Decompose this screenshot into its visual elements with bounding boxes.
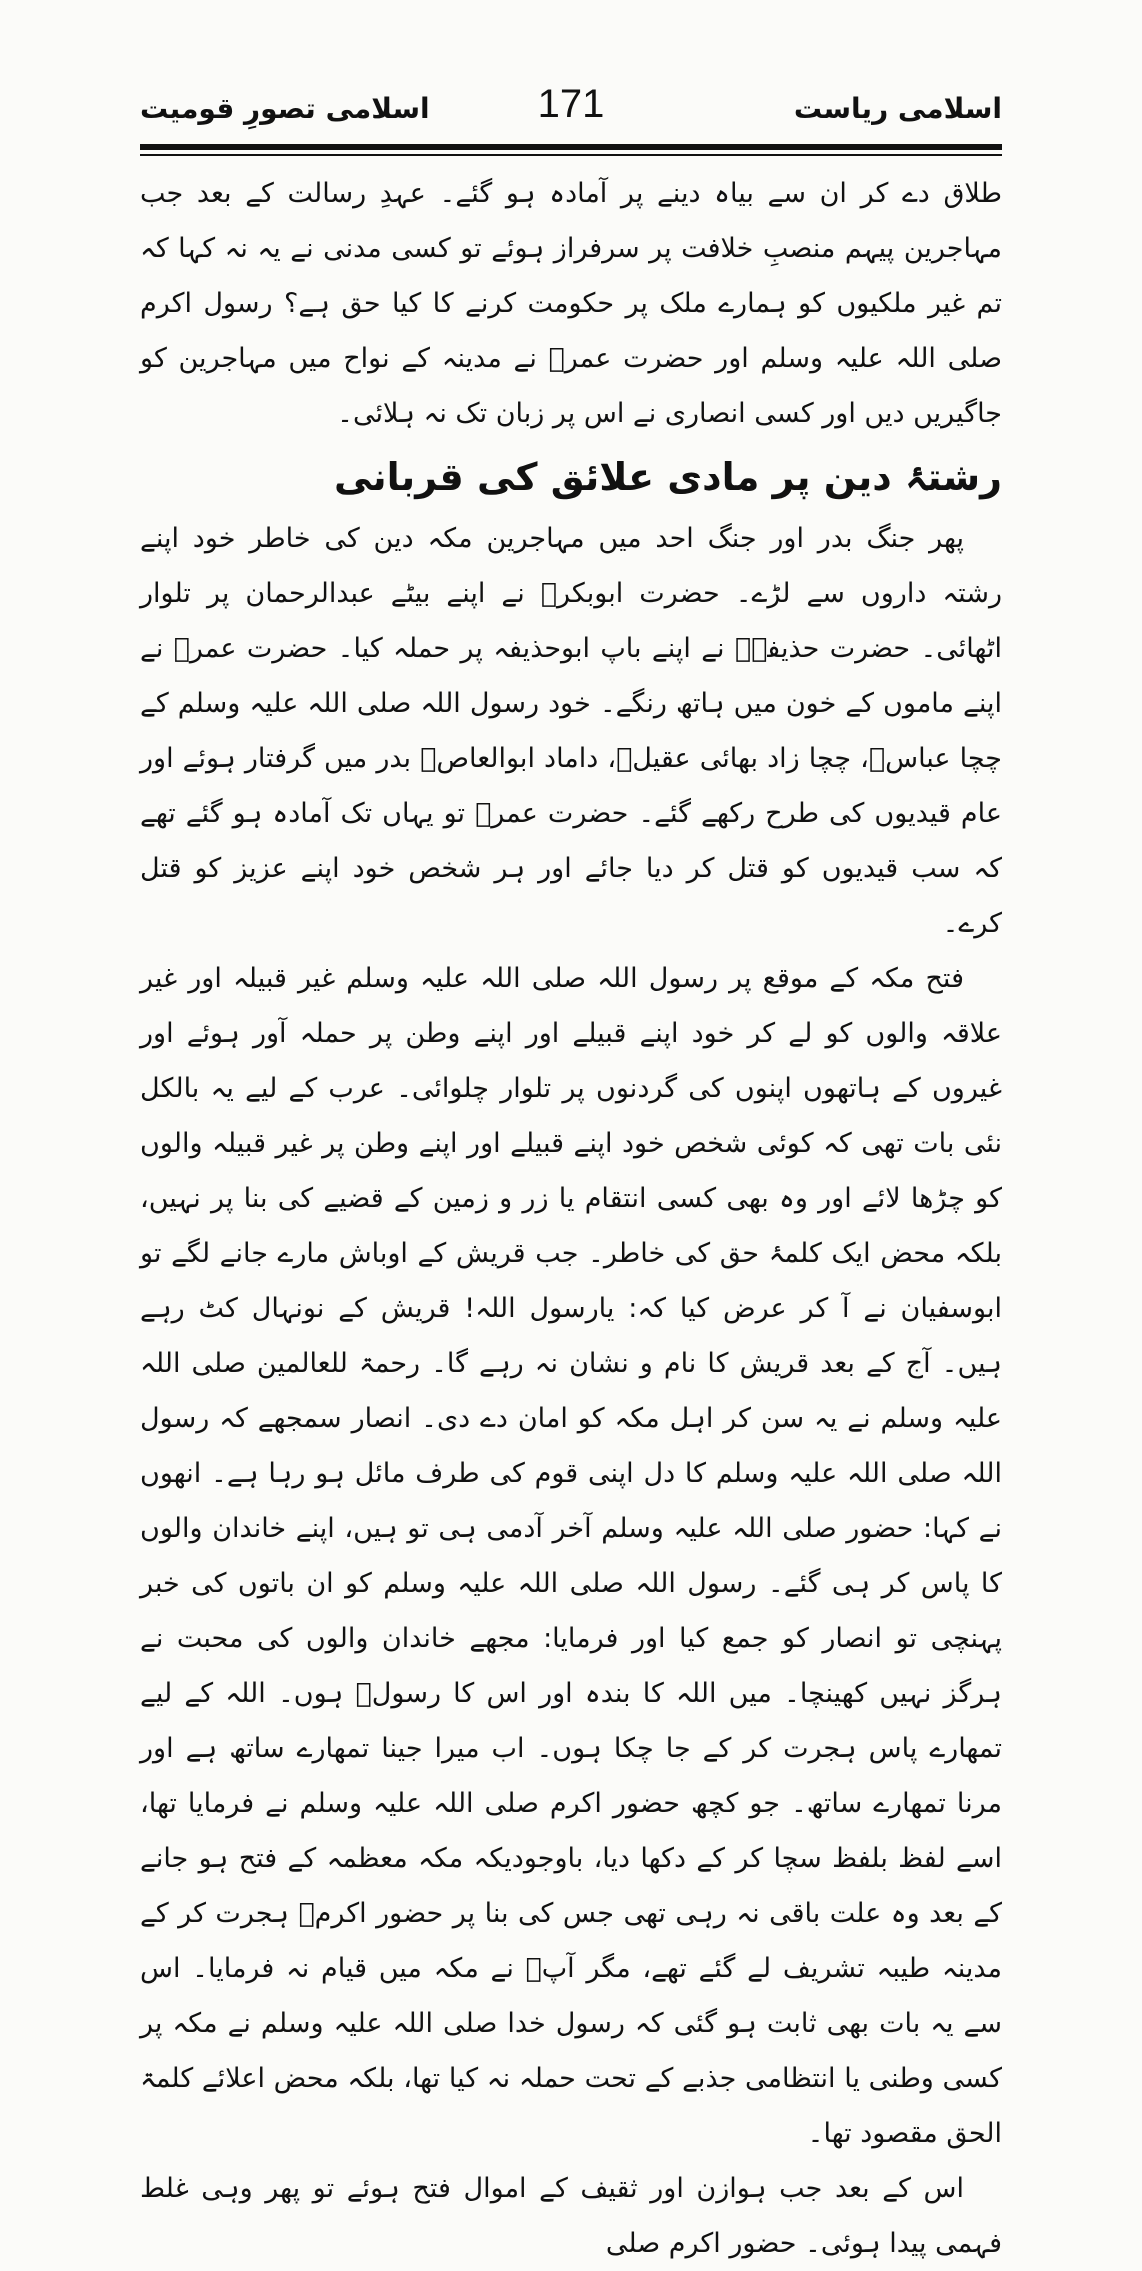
paragraph: فتح مکہ کے موقع پر رسول اللہ صلی اللہ علیہ وسلم غیر قبیلہ اور غیر علاقہ والوں کو لے کر خود اپنے قبیلے اور اپنے وطن پر حملہ آور ہوئے اور غیروں کے ہاتھوں اپنوں کی گردنوں پر تلوار چلوائی۔ عرب کے لیے یہ بالکل نئی بات تھی کہ کوئی شخص خود اپنے قبیلے اور اپنے وطن پر غیر قبیلہ والوں کو چڑھا لائے اور وہ بھی کسی انتقام یا زر و زمین کے قضیے کی بنا پر نہیں، بلکہ محض ایک کلمۂ حق کی خاطر۔ جب قریش کے اوباش مارے جانے لگے تو ابوسفیان نے آ کر عرض کیا کہ: یارسول اللہ! قریش کے نونہال کٹ رہے ہیں۔ آج کے بعد قریش کا نام و نشان نہ رہے گا۔ رحمۃ للعالمین صلی اللہ علیہ وسلم نے یہ سن کر اہل مکہ کو امان دے دی۔ انصار سمجھے کہ رسول اللہ صلی اللہ علیہ وسلم کا دل اپنی قوم کی طرف مائل ہو رہا ہے۔ انھوں نے کہا: حضور صلی اللہ علیہ وسلم آخر آدمی ہی تو ہیں، اپنے خاندان والوں کا پاس کر ہی گئے۔ رسول اللہ صلی اللہ علیہ وسلم کو ان باتوں کی خبر پہنچی تو انصار کو جمع کیا اور فرمایا: مجھے خاندان والوں کی محبت نے ہرگز نہیں کھینچا۔ میں اللہ کا بندہ اور اس کا رسولؐ ہوں۔ اللہ کے لیے تمھارے پاس ہجرت کر کے جا چکا ہوں۔ اب میرا جینا تمھارے ساتھ ہے اور مرنا تمھارے ساتھ۔ جو کچھ حضور اکرم صلی اللہ علیہ وسلم نے فرمایا تھا، اسے لفظ بلفظ سچا کر کے دکھا دیا، باوجودیکہ مکہ معظمہ کے فتح ہو جانے کے بعد وہ علت باقی نہ رہی تھی جس کی بنا پر حضور اکرمؐ ہجرت کر کے مدینہ طیبہ تشریف لے گئے تھے، مگر آپؐ نے مکہ میں قیام نہ فرمایا۔ اس سے یہ بات بھی ثابت ہو گئی کہ رسول خدا صلی اللہ علیہ وسلم نے مکہ پر کسی وطنی یا انتظامی جذبے کے تحت حملہ نہ کیا تھا، بلکہ محض اعلائے کلمۃ الحق مقصود تھا۔ [140,963,1002,2149]
section-heading: رشتۂ دین پر مادی علائق کی قربانی [333,455,1002,499]
header-rule-thin [140,154,1002,156]
header-rule-thick [140,144,1002,150]
page-body [140,166,1002,2271]
chapter-title: اسلامی تصورِ قومیت [140,92,430,125]
paragraph-continued: طلاق دے کر ان سے بیاہ دینے پر آمادہ ہو گئے۔ عہدِ رسالت کے بعد جب مہاجرین پیہم منصبِ خلافت پر سرفراز ہوئے تو کسی مدنی نے یہ نہ کہا کہ تم غیر ملکیوں کو ہمارے ملک پر حکومت کرنے کا کیا حق ہے؟ رسول اکرم صلی اللہ علیہ وسلم اور حضرت عمرؓ نے مدینہ کے نواح میں مہاجرین کو جاگیریں دیں اور کسی انصاری نے اس پر زبان تک نہ ہلائی۔ [140,178,1002,429]
paragraph: پھر جنگ بدر اور جنگ احد میں مہاجرین مکہ دین کی خاطر خود اپنے رشتہ داروں سے لڑے۔ حضرت ابوبکرؓ نے اپنے بیٹے عبدالرحمان پر تلوار اٹھائی۔ حضرت حذیفہؓ نے اپنے باپ ابوحذیفہ پر حملہ کیا۔ حضرت عمرؓ نے اپنے ماموں کے خون میں ہاتھ رنگے۔ خود رسول اللہ صلی اللہ علیہ وسلم کے چچا عباسؓ، چچا زاد بھائی عقیلؓ، داماد ابوالعاصؓ بدر میں گرفتار ہوئے اور عام قیدیوں کی طرح رکھے گئے۔ حضرت عمرؓ تو یہاں تک آمادہ ہو گئے تھے کہ سب قیدیوں کو قتل کر دیا جائے اور ہر شخص خود اپنے عزیز کو قتل کرے۔ [140,523,1002,939]
paragraph: اس کے بعد جب ہوازن اور ثقیف کے اموال فتح ہوئے تو پھر وہی غلط فہمی پیدا ہوئی۔ حضور اکرم صلی [140,2173,1002,2259]
page-number: 171 [537,82,605,126]
book-section-title: اسلامی ریاست [793,92,1002,125]
page-header [140,78,1002,138]
